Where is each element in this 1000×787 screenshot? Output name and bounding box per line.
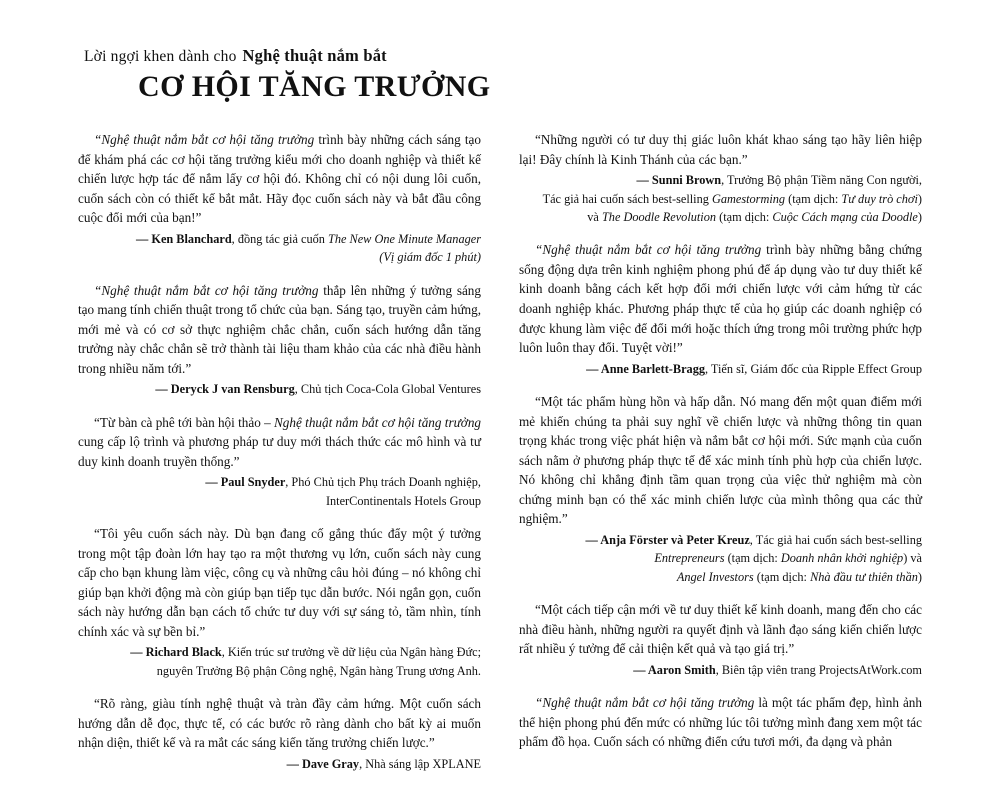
testimonial-block bbox=[519, 240, 922, 378]
testimonial-attribution: — Ken Blanchard, đồng tác giả cuốn The New One Minute Manager bbox=[136, 231, 481, 246]
page-title bbox=[78, 46, 922, 104]
right-column bbox=[519, 130, 922, 766]
testimonial-quote: “Rõ ràng, giàu tính nghệ thuật và tràn đầy cảm hứng. Một cuốn sách hướng dẫn dễ đọc, thực tế, có các bước rõ ràng dành cho bất kỳ ai muốn nhận diện, thiết kế và ra mắt các sáng kiến tăng trưởng chiến lược.” bbox=[78, 696, 481, 751]
testimonial-attribution: Angel Investors (tạm dịch: Nhà đầu tư thiên thần) bbox=[676, 569, 922, 584]
testimonial-attribution: — Anne Barlett-Bragg, Tiến sĩ, Giám đốc của Ripple Effect Group bbox=[586, 361, 922, 376]
testimonial-quote: “Nghệ thuật nắm bắt cơ hội tăng trưởng là một tác phẩm đẹp, hình ảnh thể hiện phong phú đến mức có những lúc tôi tưởng mình đang xem một tác phẩm đồ họa. Cuốn sách có những điển cứu tươi mới, đa dạng và phản bbox=[519, 695, 922, 750]
testimonial-block bbox=[519, 693, 922, 752]
testimonial-attribution: — Aaron Smith, Biên tập viên trang ProjectsAtWork.com bbox=[633, 662, 922, 677]
testimonial-attribution: nguyên Trưởng Bộ phận Công nghệ, Ngân hàng Trung ương Anh. bbox=[156, 663, 481, 678]
testimonial-quote: “Nghệ thuật nắm bắt cơ hội tăng trưởng trình bày những bằng chứng sống động dựa trên kinh nghiệm phong phú để áp dụng vào tư duy thiết kế kinh doanh bằng cách kết hợp đổi mới chiến lược với cảm hứng từ các doanh nghiệp khác. Phương pháp thực tế của họ giúp các doanh nghiệp có được khung làm việc để đổi mới hoặc thích ứng trong môi trường phức hợp luôn luôn thay đổi. Tuyệt vời!” bbox=[519, 242, 922, 356]
book-title-small: Nghệ thuật nắm bắt bbox=[242, 46, 387, 65]
testimonial-quote: “Nghệ thuật nắm bắt cơ hội tăng trưởng trình bày những cách sáng tạo để khám phá các cơ hội tăng trưởng kiểu mới cho doanh nghiệp và thiết kế chiến lược hợp tác để nắm lấy cơ hội đó. Không chỉ có nội dung lôi cuốn, cuốn sách còn có thiết kế bắt mắt. Hãy đọc cuốn sách này và bắt đầu công cuộc đổi mới của bạn!” bbox=[78, 132, 481, 226]
testimonial-block bbox=[519, 130, 922, 226]
testimonial-attribution: (Vị giám đốc 1 phút) bbox=[379, 250, 481, 265]
testimonial-attribution: Entrepreneurs (tạm dịch: Doanh nhân khởi nghiệp) và bbox=[654, 551, 922, 566]
testimonial-attribution: — Dave Gray, Nhà sáng lập XPLANE bbox=[286, 756, 481, 771]
book-title-large: CƠ HỘI TĂNG TRƯỞNG bbox=[138, 70, 491, 103]
testimonial-block bbox=[78, 694, 481, 773]
title-line-1 bbox=[84, 46, 922, 66]
testimonial-attribution: — Deryck J van Rensburg, Chủ tịch Coca-Cola Global Ventures bbox=[155, 382, 481, 397]
testimonial-block bbox=[519, 392, 922, 586]
two-column-body bbox=[78, 130, 922, 787]
testimonial-quote: “Một tác phẩm hùng hồn và hấp dẫn. Nó mang đến một quan điểm mới mẻ khiến chúng ta phải suy nghĩ về chiến lược và những thông tin quan trọng khác trong việc phát hiện và nắm bắt cơ hội mới. Sức mạnh của cuốn sách nằm ở phương pháp thực tế để xác minh tính phù hợp của chiến lược. Nó không chỉ khẳng định tầm quan trọng của việc thử nghiệm mà còn chứng minh bạn có thể xác minh chiến lược của mình thông qua các thử nghiệm.” bbox=[519, 394, 922, 527]
testimonial-attribution: — Anja Förster và Peter Kreuz, Tác giả hai cuốn sách best-selling bbox=[585, 532, 922, 547]
left-column bbox=[78, 130, 481, 787]
testimonial-attribution: Tác giả hai cuốn sách best-selling Gamestorming (tạm dịch: Tư duy trò chơi) bbox=[542, 191, 922, 206]
praise-label: Lời ngợi khen dành cho bbox=[84, 48, 237, 65]
testimonial-quote: “Những người có tư duy thị giác luôn khát khao sáng tạo hãy liên hiệp lại! Đây chính là Kinh Thánh của các bạn.” bbox=[519, 132, 922, 167]
testimonial-block bbox=[78, 281, 481, 399]
testimonial-block bbox=[78, 130, 481, 267]
testimonial-block bbox=[78, 413, 481, 511]
testimonial-quote: “Một cách tiếp cận mới về tư duy thiết kế kinh doanh, mang đến cho các nhà điều hành, những người ra quyết định và lãnh đạo sáng kiến chiến lược rất nhiều ý tưởng để cải thiện kết quả và tạo giá trị.” bbox=[519, 602, 922, 657]
testimonial-quote: “Từ bàn cà phê tới bàn hội thảo – Nghệ thuật nắm bắt cơ hội tăng trưởng cung cấp lộ trình và phương pháp tư duy mới thách thức các mô hình và tư duy kinh doanh truyền thống.” bbox=[78, 414, 482, 469]
testimonial-attribution: InterContinentals Hotels Group bbox=[325, 493, 481, 508]
testimonial-quote: “Nghệ thuật nắm bắt cơ hội tăng trưởng thắp lên những ý tưởng sáng tạo mang tính chiến thuật trong tổ chức của bạn. Sáng tạo, truyền cảm hứng, mới mẻ và có cơ sở thực nghiệm chắc chắn, cuốn sách hướng dẫn tăng trưởng này chắc chắn sẽ trở thành tài liệu tham khảo của các nhà điều hành trong nhiều năm tới.” bbox=[78, 282, 481, 376]
testimonial-attribution: — Paul Snyder, Phó Chủ tịch Phụ trách Doanh nghiệp, bbox=[205, 475, 481, 490]
testimonial-block bbox=[78, 524, 481, 680]
testimonial-block bbox=[519, 600, 922, 679]
testimonial-quote: “Tôi yêu cuốn sách này. Dù bạn đang cố gắng thúc đẩy một ý tưởng trong một tập đoàn lớn hay tạo ra một thương vụ lớn, cuốn sách này cung cấp cho bạn khung làm việc, công cụ và những câu hỏi đúng – nó không chỉ giúp bạn khởi động mà còn giúp bạn tiếp tục dẫn bước. Nói ngắn gọn, cuốn sách này hướng dẫn bạn cách tổ chức tư duy với sự sáng tỏ, tầm nhìn, tính chính xác và sự bền bỉ.” bbox=[78, 526, 481, 639]
testimonial-attribution: — Richard Black, Kiến trúc sư trưởng về dữ liệu của Ngân hàng Đức; bbox=[130, 645, 481, 660]
testimonial-attribution: và The Doodle Revolution (tạm dịch: Cuộc Cách mạng của Doodle) bbox=[587, 209, 922, 224]
testimonial-attribution: — Sunni Brown, Trưởng Bộ phận Tiềm năng Con người, bbox=[636, 173, 922, 188]
